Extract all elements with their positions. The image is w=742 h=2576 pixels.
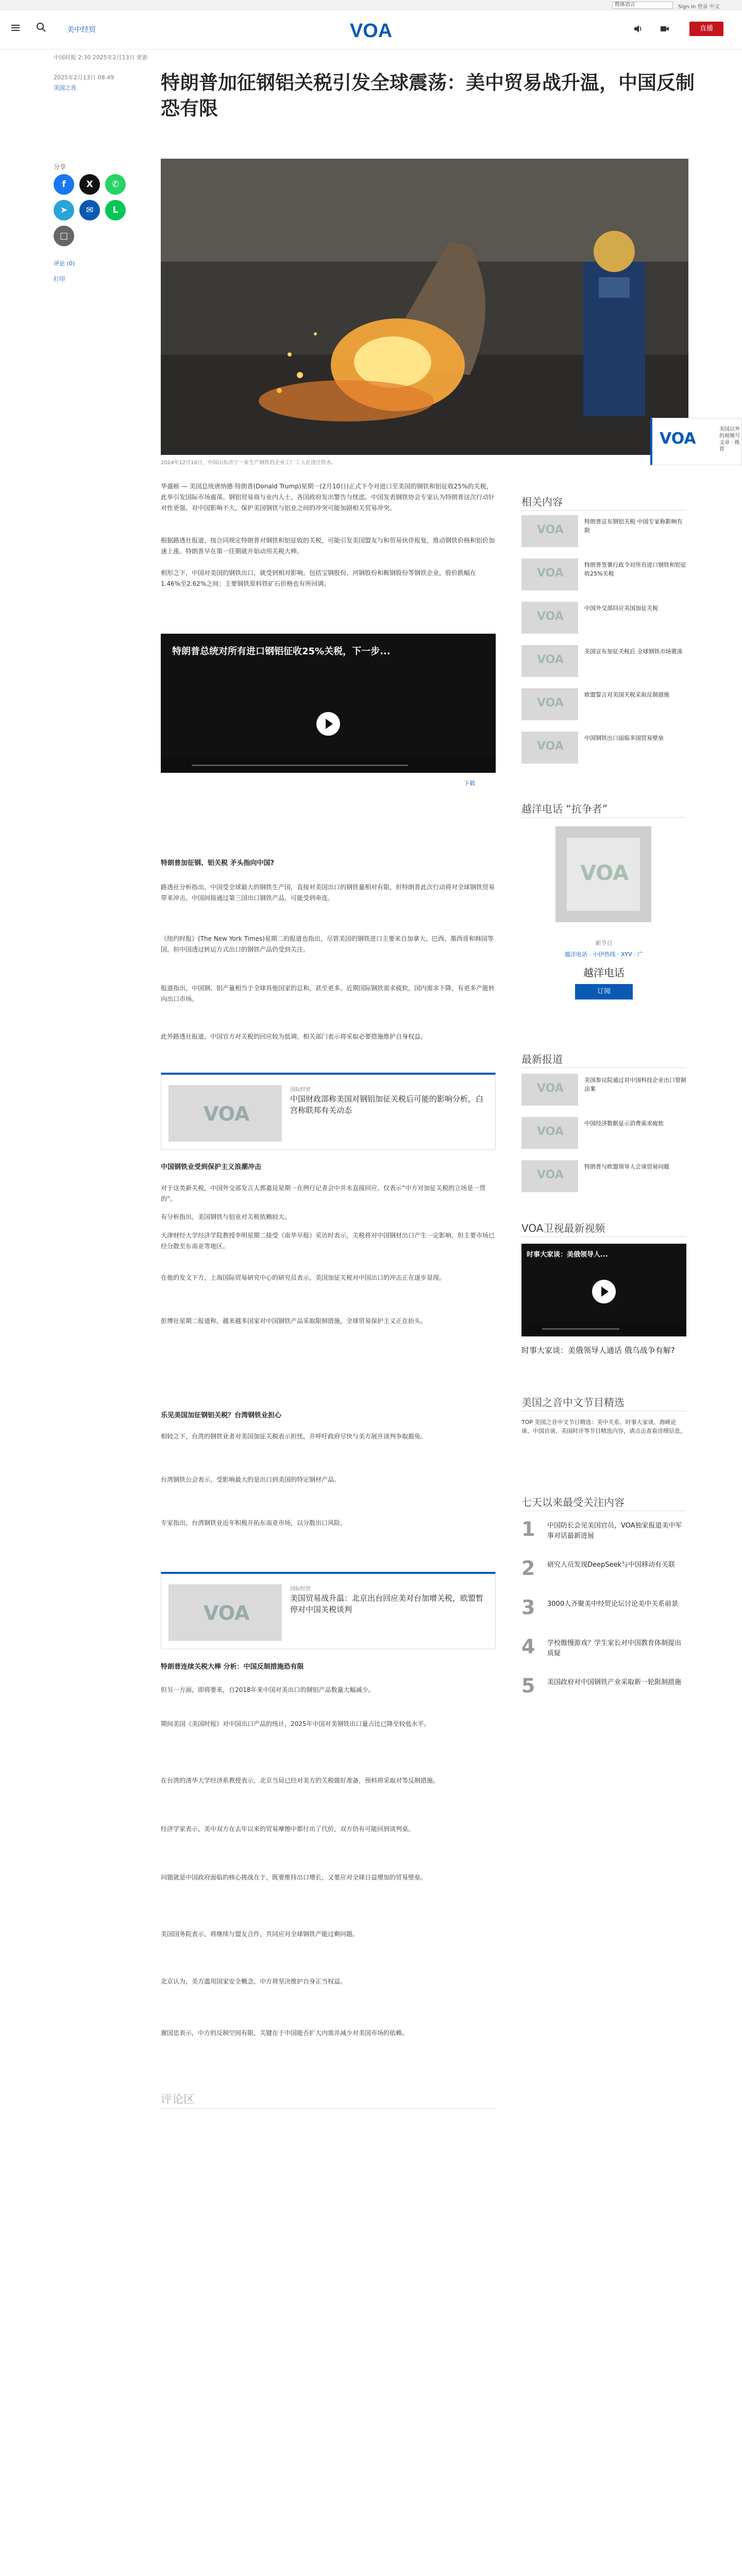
embedded-video[interactable]	[161, 634, 496, 773]
section-heading: 乐见美国加征钢铝关税？台湾钢铁业担心	[161, 1412, 282, 1419]
rank-number: 2	[521, 1557, 535, 1580]
download-link[interactable]: 下载	[464, 780, 475, 787]
divider	[521, 1067, 686, 1068]
live-button[interactable]: 直播	[689, 22, 723, 36]
sidebar-thumbnail[interactable]: VOA	[521, 732, 578, 764]
rank-number: 1	[521, 1518, 535, 1540]
hotline-heading[interactable]: 越洋电话 “抗争者”	[521, 803, 608, 815]
latest-item[interactable]: 特朗普与欧盟领导人会谈贸易问题	[584, 1163, 669, 1170]
sidebar-thumbnail[interactable]: VOA	[521, 688, 578, 720]
publish-info: 中国时报 2:30 2025年2月13日 更新	[54, 54, 148, 61]
publish-date: 2025年2月13日 08:49	[54, 74, 114, 81]
article-paragraph: 期间美国《美国时报》对中国出口产品的统计，2025年中国对美钢铁出口量占比已降至较低水平。	[161, 1720, 430, 1727]
sign-in-link[interactable]: Sign In 登录 中文	[678, 4, 720, 10]
sidebar-thumbnail[interactable]: VOA	[521, 515, 578, 547]
top-utility-bar	[0, 0, 742, 10]
section-link[interactable]: 美中经贸	[67, 26, 96, 34]
article-paragraph: 根据路透社报道，按合同规定特朗普对钢铁和铝征收的关税，可能引发美国盟友与和贸易伙伴报复，推动钢铁价格和铝价加速上涨。特朗普早在第一任期就开始动用关税大棒。	[161, 537, 495, 555]
article-paragraph: 经济学家表示，美中双方在去年以来的贸易摩擦中都付出了代价，双方仍有可能回到谈判桌。	[161, 1825, 415, 1833]
article-paragraph: 报道指出，中国钢、铝产量相当于全球其他国家的总和，甚至更多。近期国际钢铁需求疲软，国内需求下降，有更多产能转向出口市场。	[161, 985, 495, 1003]
article-paragraph: 有分析指出，美国钢铁与铝业对关税依赖较大。	[161, 1213, 291, 1221]
play-icon[interactable]	[592, 1280, 616, 1303]
image-caption: 2024年12月10日，中国山东济宁一家生产钢铁的企业工厂工人在浇注铁水。	[161, 460, 336, 466]
audio-icon[interactable]	[633, 24, 643, 34]
latest-item[interactable]: 美国参议院通过对中国科技企业出口管制法案	[584, 1077, 686, 1092]
voa-logo[interactable]	[345, 19, 397, 41]
sidebar-thumbnail[interactable]: VOA	[521, 558, 578, 590]
article-paragraph: 相较之下，台湾的钢铁业者对美国加征关税表示担忧，并呼吁政府尽快与美方展开谈判争取豁免。	[161, 1433, 427, 1440]
article-paragraph: 《纽约时报》(The New York Times)星期二的报道也指出，尽管美国的钢铁进口主要来自加拿大、巴西、墨西哥和韩国等国，但中国透过转运方式出口的钢铁产品仍受到关注。	[161, 935, 494, 953]
sidebar-thumbnail[interactable]: VOA	[521, 645, 578, 677]
popular-item[interactable]: 中国防长会见美国官员，VOA独家报道美中军事对话最新进展	[547, 1522, 682, 1540]
article-paragraph: 在他的发文下方，上海国际贸易研究中心的研究员表示，美国加征关税对中国出口的冲击正在逐步显现。	[161, 1274, 446, 1281]
article-paragraph: 但另一方面，即将要来，自2018年来中国对美出口的钢铝产品数量大幅减少。	[161, 1686, 375, 1693]
related-thumbnail	[168, 1584, 282, 1641]
article-paragraph: 华盛顿 — 美国总统唐纳德·特朗普(Donald Trump)星期一(2月10日)正式下令对进口至美国的钢铁和铝征收25%的关税，此举引发国际市场震荡。钢铝贸易商与业内人士、各国政府发出警告与忧虑。中国发表钢铁协会专家认为特朗普这次行动针对性更强，对中国影响不大，保护美国钢铁与铝业之间的冲突可能加剧相关贸易冲突。	[161, 483, 495, 512]
sidebar-video[interactable]	[521, 1244, 686, 1336]
video-controls[interactable]	[521, 1322, 686, 1336]
article-paragraph: 在台湾的清华大学经济系教授表示，北京当局已经对美方的关税做好准备，预料将采取对等反制措施。	[161, 1777, 440, 1784]
related-kicker: 国际经贸	[290, 1087, 311, 1093]
hotline-cover-image[interactable]	[555, 826, 651, 922]
sidebar-related-item[interactable]: 欧盟誓言对美国关税采取反制措施	[584, 691, 669, 698]
article-paragraph: 美国国务院表示，将继续与盟友合作，共同应对全球钢铁产能过剩问题。	[161, 1930, 359, 1938]
hotline-sub: 新节目	[595, 940, 613, 946]
article-paragraph: 此外路透社报道，中国官方对关税的回应较为低调，相关部门表示将采取必要措施维护自身权益。	[161, 1033, 427, 1040]
article-paragraph: 谢国忠表示，中方的反制空间有限，关键在于中国能否扩大内需并减少对美国市场的依赖。	[161, 2029, 409, 2037]
sidebar-related-item[interactable]: 特朗普宣布钢铝关税 中国专家称影响有限	[584, 518, 683, 534]
page-title: 特朗普加征钢铝关税引发全球震荡：美中贸易战升温，中国反制恐有限	[161, 72, 695, 120]
article-paragraph: 北京认为，美方滥用国家安全概念，中方将坚决维护自身正当权益。	[161, 1978, 347, 1985]
rank-number: 5	[521, 1674, 535, 1697]
section-heading: 特朗普连续关税大棒 分析：中国反制措施恐有限	[161, 1663, 304, 1671]
promo-text: 美国以外的视频号文章 · 推荐	[719, 427, 740, 452]
article-paragraph: 台湾钢铁公会表示，受影响最大的是出口到美国的特定钢材产品。	[161, 1476, 341, 1483]
divider	[521, 1236, 686, 1237]
program-text[interactable]: TOP 美国之音中文节目精选：美中关系、时事大家谈、海峡论谈、中国访谈、美国时评等节目精选内容，请点击查看详细信息。	[521, 1419, 686, 1434]
article-paragraph: 天津财经大学经济学院教授李明星期二接受《南华早报》采访时表示，关税将对中国钢材出口产生一定影响，但主要市场已经分散至东南亚等地区。	[161, 1232, 495, 1250]
menu-icon[interactable]	[11, 25, 20, 31]
facebook-icon[interactable]: f	[54, 174, 74, 195]
comment-link[interactable]: 评论 (0)	[54, 260, 75, 267]
popular-heading: 七天以来最受关注内容	[521, 1496, 625, 1509]
popular-item[interactable]: 学校傲慢游戏？学生家长对中国教育体制提出质疑	[547, 1639, 682, 1657]
latest-heading: 最新报道	[521, 1053, 563, 1065]
x-twitter-icon[interactable]: X	[79, 174, 100, 195]
share-label: 分享	[54, 163, 66, 171]
email-icon[interactable]: ✉	[79, 200, 100, 221]
video-title: 时事大家谈：美俄领导人...	[527, 1251, 608, 1259]
sidebar-thumbnail[interactable]: VOA	[521, 1074, 578, 1106]
sidebar-related-item[interactable]: 特朗普签署行政令对所有进口钢铁和铝征收25%关税	[584, 562, 686, 577]
hotline-cover-inner: VOA	[567, 838, 640, 911]
sidebar-related-item[interactable]: 美国宣布加征关税后 全球钢铁市场震荡	[584, 648, 683, 655]
popular-item[interactable]: 研究人员发现DeepSeek与中国移动有关联	[547, 1561, 676, 1569]
telegram-icon[interactable]: ➤	[54, 200, 74, 221]
sidebar-thumbnail[interactable]: VOA	[521, 1117, 578, 1149]
article-paragraph: 对于这类新关税，中国外交部发言人郭嘉昆星期一在例行记者会中并未直接回应，仅表示“中方对加征关税的立场是一贯的”。	[161, 1184, 486, 1202]
rank-number: 4	[521, 1635, 535, 1658]
sidebar-related-item[interactable]: 中国外交部回应美国加征关税	[584, 605, 658, 612]
sidebar-video-caption[interactable]: 时事大家谈：美俄领导人通话 俄乌战争有解?	[521, 1346, 675, 1355]
print-link[interactable]: 打印	[54, 276, 65, 282]
sidebar-thumbnail[interactable]: VOA	[521, 1160, 578, 1192]
voa-logo-small: VOA	[660, 430, 696, 448]
hero-image	[161, 159, 688, 455]
whatsapp-icon[interactable]: ✆	[105, 174, 126, 195]
play-icon[interactable]	[316, 712, 340, 736]
related-article-card[interactable]	[161, 1073, 496, 1150]
latest-item[interactable]: 中国经济数据显示消费需求疲软	[584, 1120, 664, 1127]
video-progress-bar[interactable]	[542, 1328, 619, 1330]
section-heading: 中国钢铁业受到保护主义浪潮冲击	[161, 1163, 262, 1171]
search-icon[interactable]	[36, 22, 46, 32]
video-icon[interactable]	[660, 24, 670, 34]
author-link[interactable]: 美国之音	[54, 84, 76, 91]
related-kicker: 国际经贸	[290, 1586, 311, 1592]
section-heading: 特朗普加征钢、铝关税 矛头指向中国?	[161, 859, 275, 867]
rank-number: 3	[521, 1596, 535, 1619]
article-paragraph: 彭博社星期二报道称，越来越多国家对中国钢铁产品采取限制措施，全球贸易保护主义正在抬头。	[161, 1317, 427, 1325]
video-controls[interactable]	[161, 758, 496, 773]
hotline-links[interactable]: 越洋电话 · 小伊热线 · XYV · 广	[564, 951, 644, 958]
article-paragraph: 相形之下，中国对美国的钢铁出口，就受到相对影响。包括宝钢股份、河钢股份和鞍钢股份等钢铁企业，股价跌幅在1.46%至2.62%之间；主要钢铁原料铁矿石价格也有所回调。	[161, 569, 477, 587]
voa-video-heading[interactable]: VOA卫视最新视频	[521, 1222, 605, 1234]
video-progress-bar[interactable]	[192, 765, 408, 766]
voa-logo-small: VOA	[204, 1103, 250, 1125]
related-title[interactable]: 中国财政部称美国对钢铝加征关税后可能的影响分析，白宫称联邦有关动态	[290, 1094, 484, 1115]
related-thumbnail	[168, 1085, 282, 1142]
language-select[interactable]: 简体语言	[612, 2, 673, 9]
copy-link-icon[interactable]: □	[54, 226, 74, 246]
sidebar-related-heading: 相关内容	[521, 496, 563, 508]
subscribe-button[interactable]: 订阅	[575, 984, 633, 999]
svg-text:VOA: VOA	[349, 20, 393, 41]
sidebar-thumbnail[interactable]: VOA	[521, 602, 578, 634]
program-heading[interactable]: 美国之音中文节目精选	[521, 1396, 625, 1409]
video-title: 特朗普总统对所有进口钢铝征收25%关税，下一步...	[172, 646, 391, 657]
comments-divider	[161, 2108, 496, 2109]
line-icon[interactable]: L	[105, 200, 126, 221]
sidebar-related-item[interactable]: 中国钢铁出口面临多国贸易壁垒	[584, 735, 664, 741]
article-paragraph: 路透社分析指出，中国受全球最大的钢铁生产国，直接对美国出口的钢铁量相对有限，但特朗普此次行动将对全球钢铁贸易带来冲击。中国间接通过第三国出口钢铁产品，可能受到牵连。	[161, 884, 495, 902]
related-title[interactable]: 美国贸易战升温：北京出台回应美对台加增关税，欧盟暂停对中国关税谈判	[290, 1594, 484, 1614]
floating-promo-card[interactable]	[650, 418, 742, 465]
popular-item[interactable]: 美国政府对中国钢铁产业采取新一轮限制措施	[547, 1679, 682, 1686]
hotline-name: 越洋电话	[583, 967, 625, 979]
article-paragraph: 专家指出，台湾钢铁业近年积极开拓东南亚市场，以分散出口风险。	[161, 1519, 347, 1527]
article-paragraph: 问题就是中国政府面临的核心挑战在于，既要维持出口增长，又要应对全球日益增加的贸易壁垒。	[161, 1874, 427, 1881]
divider	[521, 817, 686, 818]
related-article-card[interactable]	[161, 1572, 496, 1649]
divider	[521, 510, 686, 511]
popular-item[interactable]: 3000人齐聚美中经贸论坛讨论美中关系前景	[547, 1600, 679, 1608]
comments-heading: 评论区	[161, 2093, 195, 2106]
voa-logo-small: VOA	[204, 1602, 250, 1624]
